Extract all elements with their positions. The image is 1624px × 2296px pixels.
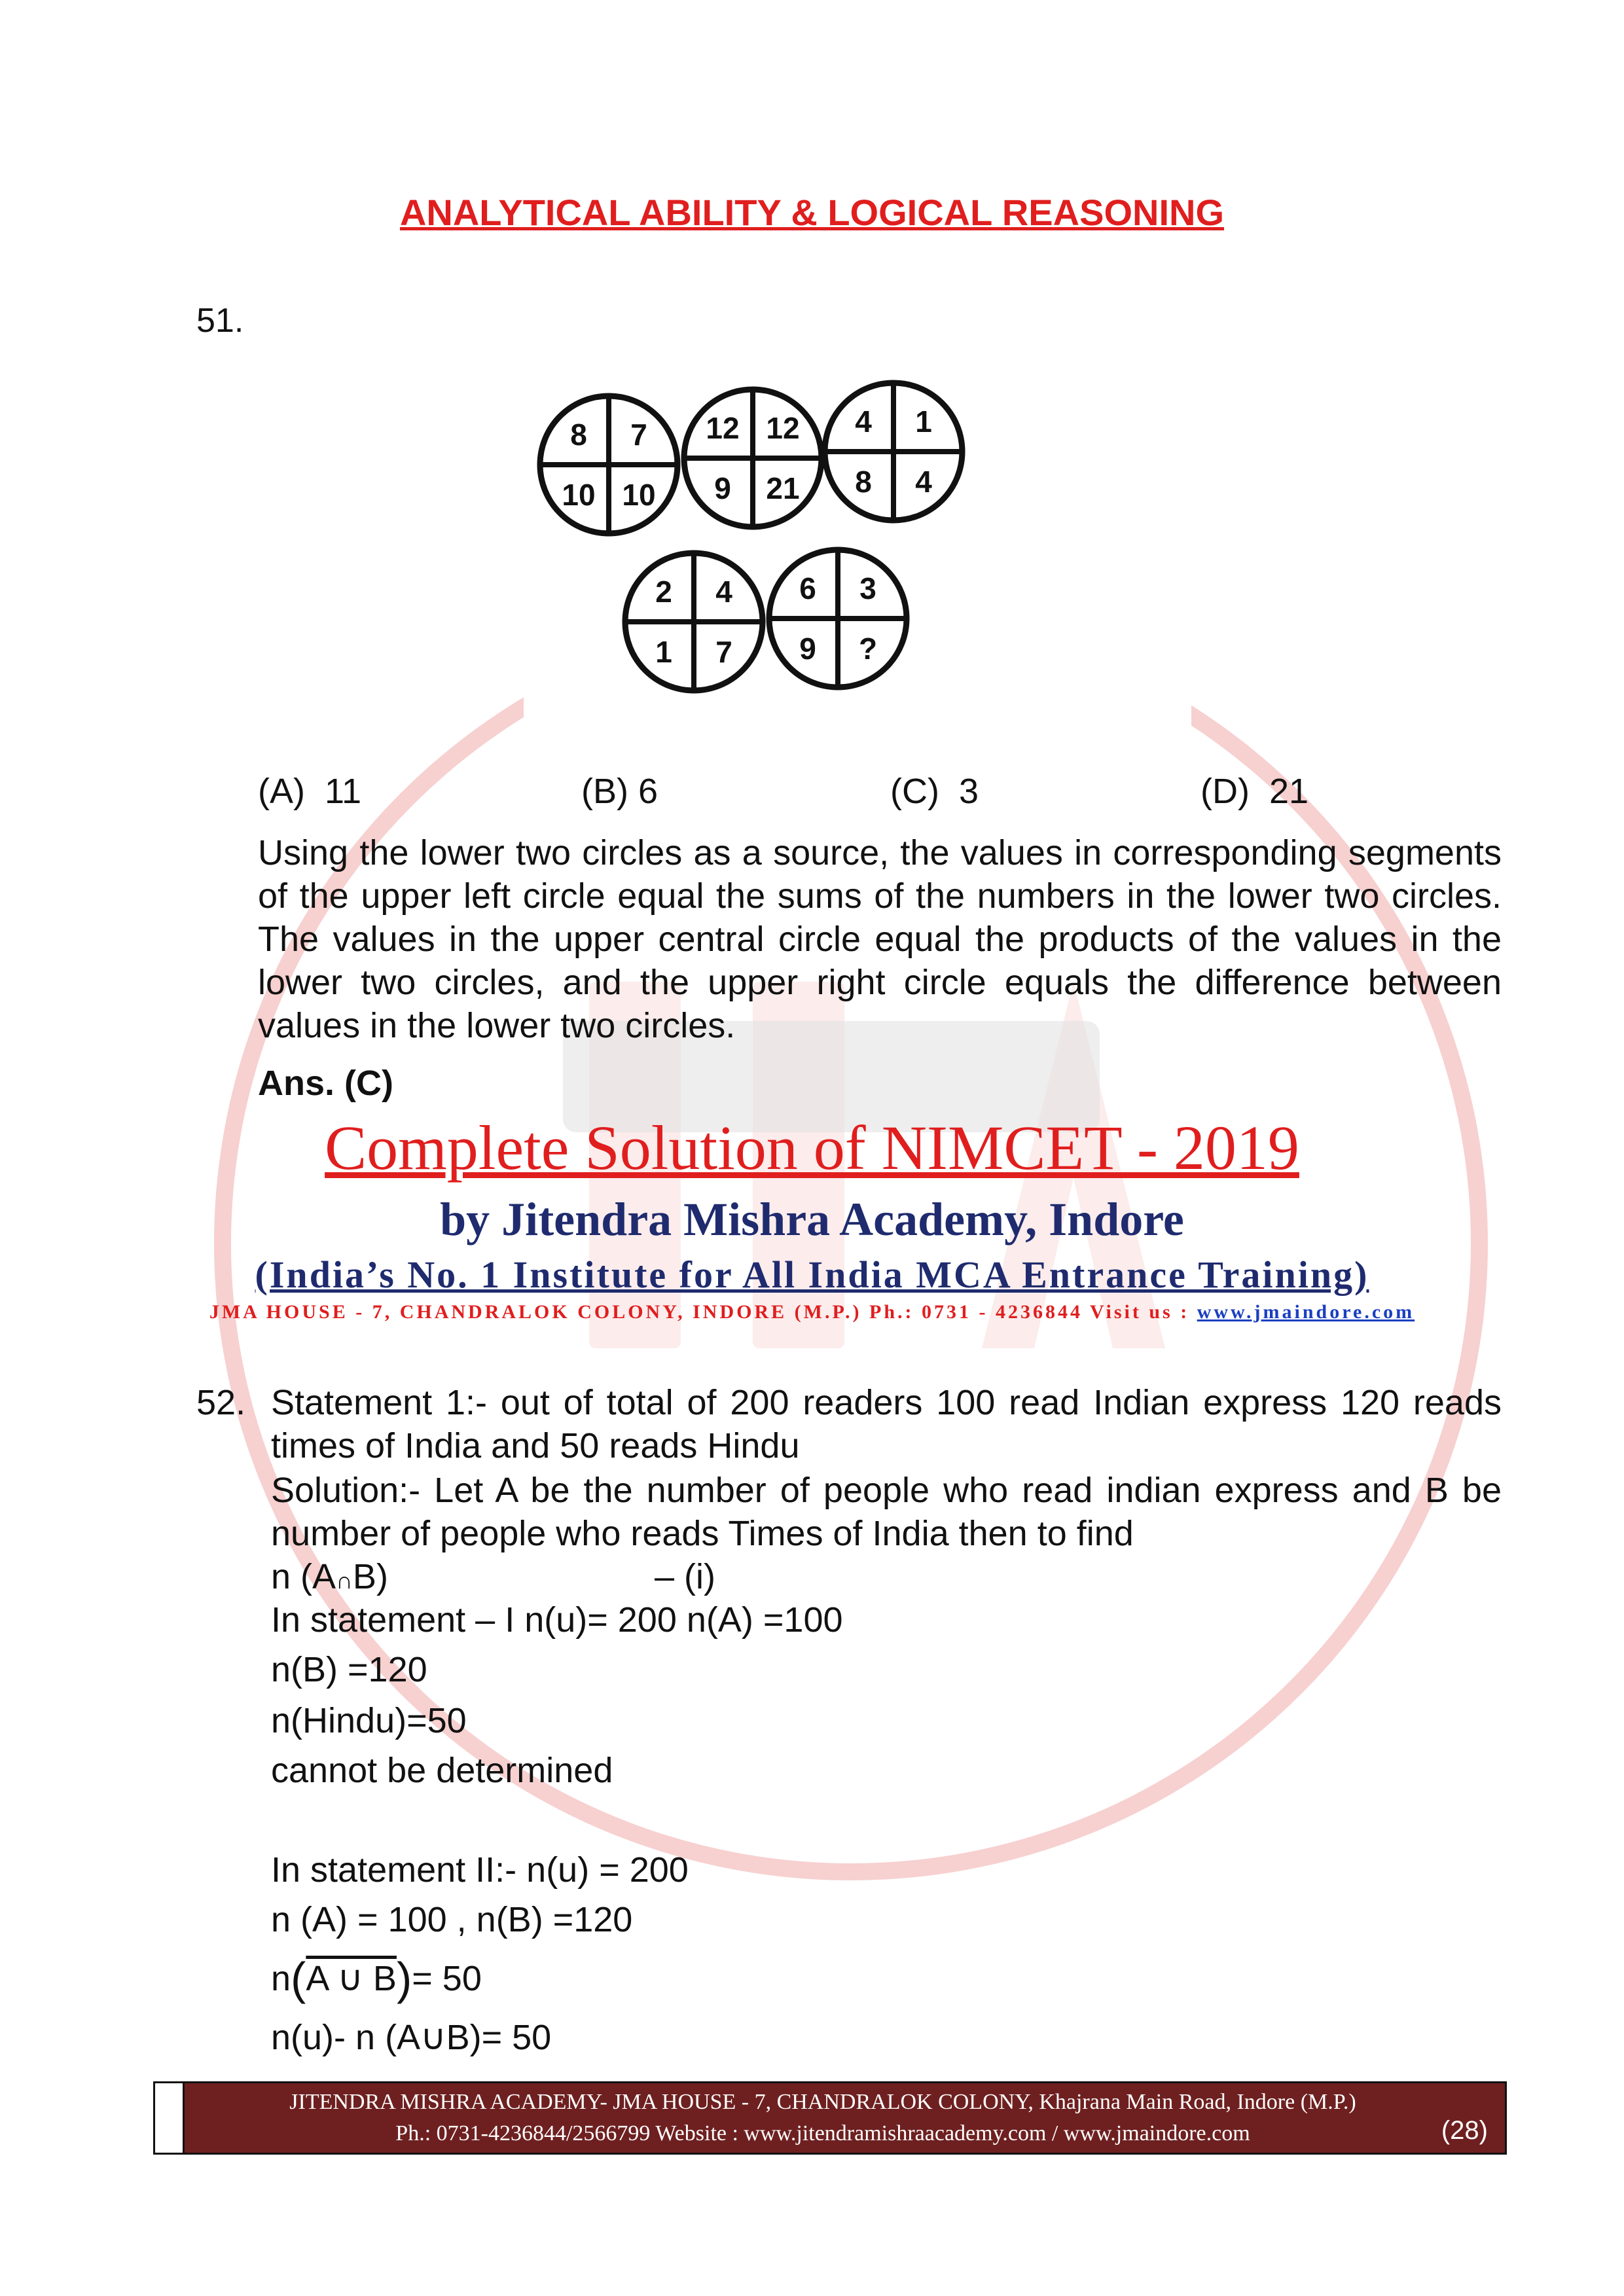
- banner-subtitle: by Jitendra Mishra Academy, Indore: [440, 1193, 1184, 1246]
- open-paren-2: (: [385, 2018, 397, 2057]
- solution-text: Solution:- Let A be the number of people who read indian express and B be number of people who reads Times of India then to find: [271, 1471, 1502, 1553]
- circle-segment-value: 6: [799, 571, 816, 605]
- section-title: ANALYTICAL ABILITY & LOGICAL REASONING: [399, 192, 1225, 233]
- expr-nu-n: n(u)- n: [271, 2018, 376, 2057]
- option-d[interactable]: [1200, 771, 1308, 812]
- difference-value: = 50: [481, 2018, 552, 2057]
- option-a-value: 11: [325, 772, 362, 811]
- equation-ref-i: – (i): [655, 1557, 715, 1596]
- option-b-label: (B): [581, 772, 628, 811]
- expr-b: B): [352, 1557, 388, 1596]
- circle-segment-value: 8: [855, 465, 872, 499]
- hindu-value: n(Hindu)=50: [271, 1701, 467, 1740]
- close-paren: ): [396, 1953, 412, 2004]
- nb-value: n(B) =120: [271, 1650, 427, 1689]
- statement-2-values: In statement II:- n(u) = 200: [271, 1850, 689, 1890]
- banner-address-text: JMA HOUSE - 7, CHANDRALOK COLONY, INDORE (M.P.) Ph.: 0731 - 4236844 Visit us :: [209, 1301, 1197, 1323]
- option-d-label: (D): [1200, 772, 1250, 811]
- option-c-value: 3: [958, 772, 979, 811]
- union-set: A∪B: [397, 2018, 470, 2057]
- circle-segment-value: 3: [859, 571, 876, 605]
- puzzle-circle-1: [540, 396, 677, 533]
- circle-segment-value: 4: [855, 404, 872, 439]
- circle-segment-value: 7: [715, 635, 732, 669]
- circle-segment-value: ?: [858, 632, 878, 666]
- circle-puzzle-figure: [524, 367, 1191, 759]
- question-number-52: 52.: [196, 1383, 246, 1422]
- puzzle-circle-4: [625, 553, 763, 691]
- statement-1-values: In statement – I n(u)= 200 n(A) =100: [271, 1600, 843, 1640]
- open-paren: (: [291, 1953, 306, 2004]
- banner-title: Complete Solution of NIMCET - 2019: [325, 1113, 1299, 1183]
- complement-value: = 50: [412, 1959, 482, 1998]
- circle-segment-value: 2: [655, 575, 672, 609]
- option-d-value: 21: [1269, 772, 1309, 811]
- circle-segment-value: 7: [630, 418, 647, 452]
- circle-segment-value: 9: [714, 471, 731, 505]
- circle-segment-value: 1: [915, 404, 932, 439]
- page-number: (28): [1441, 2116, 1488, 2145]
- circle-segment-value: 21: [766, 471, 800, 505]
- option-a-label: (A): [258, 772, 305, 811]
- circle-segment-value: 10: [622, 478, 656, 512]
- option-b-value: 6: [638, 772, 659, 811]
- banner-address: [0, 1301, 1624, 1323]
- footer-address: JITENDRA MISHRA ACADEMY- JMA HOUSE - 7, CHANDRALOK COLONY, Khajrana Main Road, Indore (M.P.): [289, 2090, 1356, 2114]
- close-paren-2: ): [469, 2018, 482, 2057]
- puzzle-circle-2: [684, 389, 821, 527]
- puzzle-circle-5: [769, 550, 907, 687]
- intersection-symbol: ∩: [336, 1567, 353, 1594]
- cannot-determined: cannot be determined: [271, 1751, 613, 1790]
- expr-n-a: n (A: [271, 1557, 336, 1596]
- option-b[interactable]: [581, 771, 658, 812]
- circle-segment-value: 4: [915, 465, 932, 499]
- footer-contact: Ph.: 0731-4236844/2566799 Website : www.jitendramishraacademy.com / www.jmaindore.com: [395, 2121, 1250, 2145]
- circle-segment-value: 10: [562, 478, 596, 512]
- na-nb-values: n (A) = 100 , n(B) =120: [271, 1900, 633, 1939]
- circle-segment-value: 8: [570, 418, 587, 452]
- option-a[interactable]: [258, 771, 361, 812]
- answer-text: Ans. (C): [258, 1064, 393, 1103]
- expr-n: n: [271, 1959, 291, 1998]
- option-c-label: (C): [890, 772, 939, 811]
- circle-segment-value: 4: [715, 575, 732, 609]
- circle-segment-value: 12: [706, 411, 740, 445]
- page-footer: [153, 2081, 1507, 2155]
- puzzle-circle-3: [825, 383, 962, 520]
- banner-tagline: (India’s No. 1 Institute for All India MCA Entrance Training): [255, 1253, 1369, 1296]
- question-number-51: 51.: [196, 302, 244, 340]
- statement-1: Statement 1:- out of total of 200 readers 100 read Indian express 120 reads times of India and 50 reads Hindu: [271, 1383, 1502, 1465]
- website-link[interactable]: www.jmaindore.com: [1197, 1301, 1415, 1323]
- option-c[interactable]: [890, 771, 979, 812]
- circle-segment-value: 1: [655, 635, 672, 669]
- explanation-text: Using the lower two circles as a source, the values in corresponding segments of the upper left circle equal the sums of the numbers in the lower two circles. The values in the upper central circle equal the products of the values in the lower two circles, and the upper right circle equals the difference between values in the lower two circles.: [258, 833, 1502, 1045]
- footer-white-block: [155, 2083, 185, 2153]
- complement-set: A ∪ B: [306, 1959, 397, 1998]
- circle-segment-value: 9: [799, 632, 816, 666]
- circle-segment-value: 12: [766, 411, 800, 445]
